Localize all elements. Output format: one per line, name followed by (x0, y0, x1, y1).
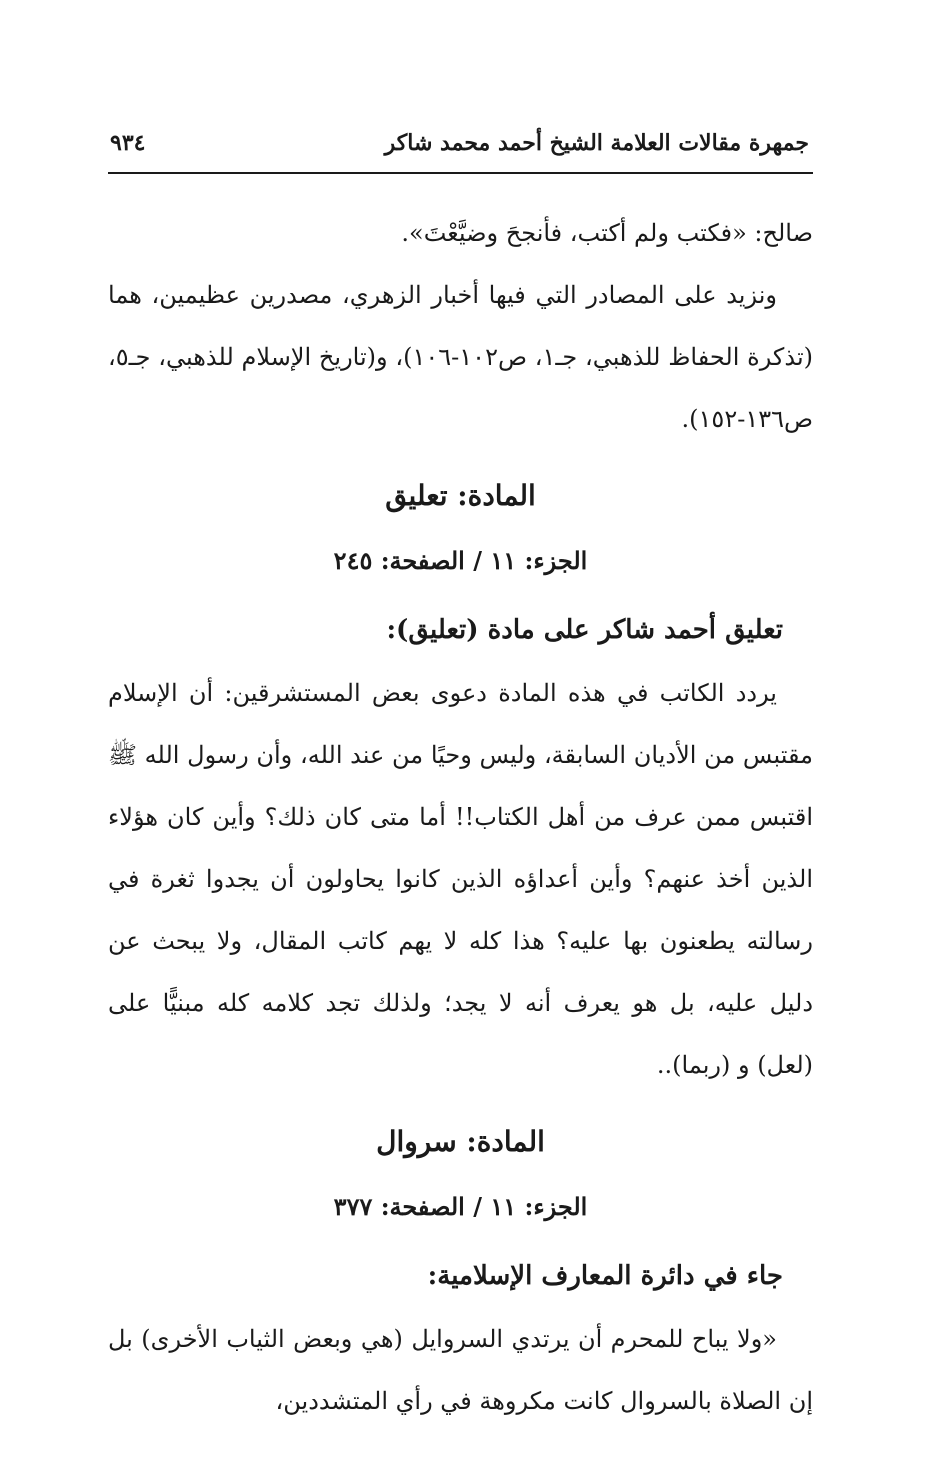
entry-taliq (108, 464, 813, 1096)
entry-paragraph: يردد الكاتب في هذه المادة دعوى بعض المستشرقين: أن الإسلام مقتبس من الأديان السابقة، وليس وحيًا من عند الله، وأن رسول الله ﷺ اقتبس ممن عرف من أهل الكتاب!! أما متى كان ذلك؟ وأين كان هؤلاء الذين أخذ عنهم؟ وأين أعداؤه الذين كانوا يحاولون أن يجدوا ثغرة في رسالته يطعنون بها عليه؟ هذا كله لا يهم كاتب المقال، ولا يبحث عن دليل عليه، بل هو يعرف أنه لا يجد؛ ولذلك تجد كلامه كله مبنيًّا على (لعل) و (ربما).. (108, 679, 814, 1079)
entry-paragraph: «ولا يباح للمحرم أن يرتدي السروايل (هي وبعض الثياب الأخرى) بل إن الصلاة بالسروال كانت مكروهة في رأي المتشددين، (108, 1325, 813, 1415)
entry-heading: المادة: تعليق (385, 479, 536, 512)
running-header-title: جمهرة مقالات العلامة الشيخ أحمد محمد شاكر (384, 130, 809, 156)
book-page (108, 130, 813, 1432)
entry-reference: الجزء: ١١ / الصفحة: ٢٤٥ (333, 546, 588, 575)
running-header (108, 130, 813, 174)
entry-sirwal (108, 1110, 813, 1432)
page-body (108, 202, 813, 1432)
paragraph-quote: صالح: «فكتب ولم أكتب، فأنجحَ وضيَّعْتَ». (401, 219, 813, 247)
entry-subheading: جاء في دائرة المعارف الإسلامية: (427, 1261, 783, 1291)
paragraph-sources: ونزيد على المصادر التي فيها أخبار الزهري، مصدرين عظيمين، هما (تذكرة الحفاظ للذهبي، جـ١، ص١٠٢-١٠٦)، و(تاريخ الإسلام للذهبي، جـ٥، ص١٣٦-١٥٢). (108, 281, 813, 433)
entry-reference: الجزء: ١١ / الصفحة: ٣٧٧ (333, 1192, 588, 1221)
entry-heading: المادة: سروال (376, 1125, 545, 1158)
entry-subheading: تعليق أحمد شاكر على مادة (تعليق): (386, 615, 783, 645)
page-number: ٩٣٤ (110, 130, 146, 156)
